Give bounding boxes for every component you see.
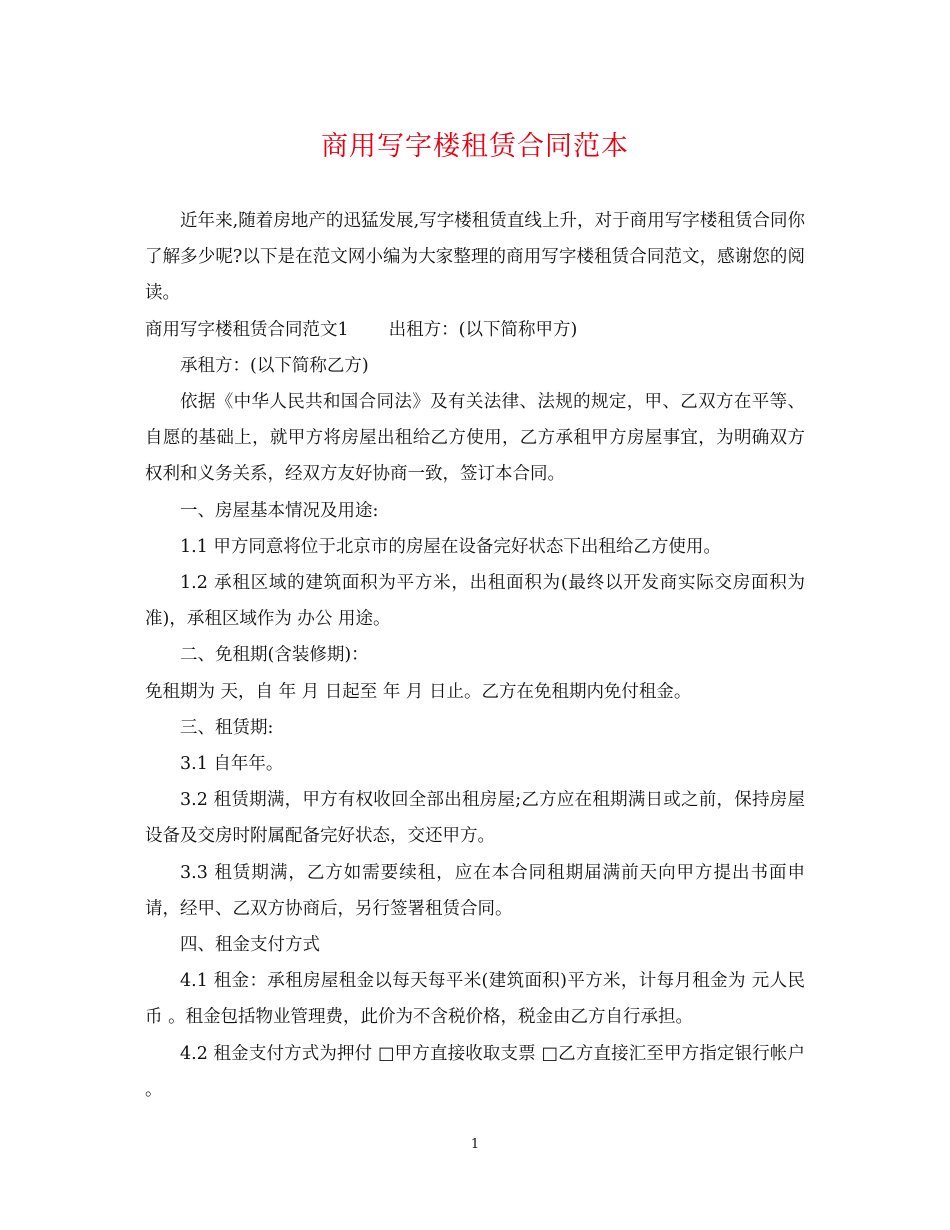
section-heading-line xyxy=(145,312,805,348)
clause-heading-2: 二、免租期(含装修期)： xyxy=(180,645,369,666)
clause-1-1: 1.1 甲方同意将位于北京市的房屋在设备完好状态下出租给乙方使用。 xyxy=(180,536,721,557)
lessor-line: 出租方：(以下简称甲方) xyxy=(388,319,578,340)
clause-heading-4: 四、租金支付方式 xyxy=(180,935,320,956)
lessee-line: 承租方：(以下简称乙方) xyxy=(180,355,369,376)
basis-paragraph: 依据《中华人民共和国合同法》及有关法律、法规的规定，甲、乙双方在平等、自愿的基础上，就甲方将房屋出租给乙方使用，乙方承租甲方房屋事宜，为明确双方权利和义务关系，经双方友好协商一致，签订本合同。 xyxy=(145,392,805,485)
document-body xyxy=(145,203,805,1108)
clause-4-2: 4.2 租金支付方式为押付 □甲方直接收取支票 □乙方直接汇至甲方指定银行帐户 。 xyxy=(145,1043,805,1100)
clause-3-2: 3.2 租赁期满，甲方有权收回全部出租房屋;乙方应在租期满日或之前，保持房屋设备及交房时附属配备完好状态，交还甲方。 xyxy=(145,790,805,847)
page-number: 1 xyxy=(470,1137,480,1152)
clause-3-3: 3.3 租赁期满，乙方如需要续租，应在本合同租期届满前天向甲方提出书面申请，经甲、乙双方协商后，另行签署租赁合同。 xyxy=(145,862,805,919)
clause-1-2: 1.2 承租区域的建筑面积为平方米，出租面积为(最终以开发商实际交房面积为准)，承租区域作为 办公 用途。 xyxy=(145,573,805,630)
rent-free-paragraph: 免租期为 天，自 年 月 日起至 年 月 日止。乙方在免租期内免付租金。 xyxy=(145,681,692,702)
sample-heading: 商用写字楼租赁合同范文1 xyxy=(145,319,349,340)
clause-4-1: 4.1 租金：承租房屋租金以每天每平米(建筑面积)平方米，计每月租金为 元人民币 。租金包括物业管理费，此价为不含税价格，税金由乙方自行承担。 xyxy=(145,971,805,1028)
clause-heading-3: 三、租赁期: xyxy=(180,717,274,738)
clause-3-1: 3.1 自年年。 xyxy=(180,754,284,775)
intro-paragraph: 近年来,随着房地产的迅猛发展,写字楼租赁直线上升，对于商用写字楼租赁合同你了解多少呢?以下是在范文网小编为大家整理的商用写字楼租赁合同范文，感谢您的阅读。 xyxy=(145,211,805,304)
clause-heading-1: 一、房屋基本情况及用途: xyxy=(180,500,379,521)
document-title: 商用写字楼租赁合同范本 xyxy=(321,131,629,162)
